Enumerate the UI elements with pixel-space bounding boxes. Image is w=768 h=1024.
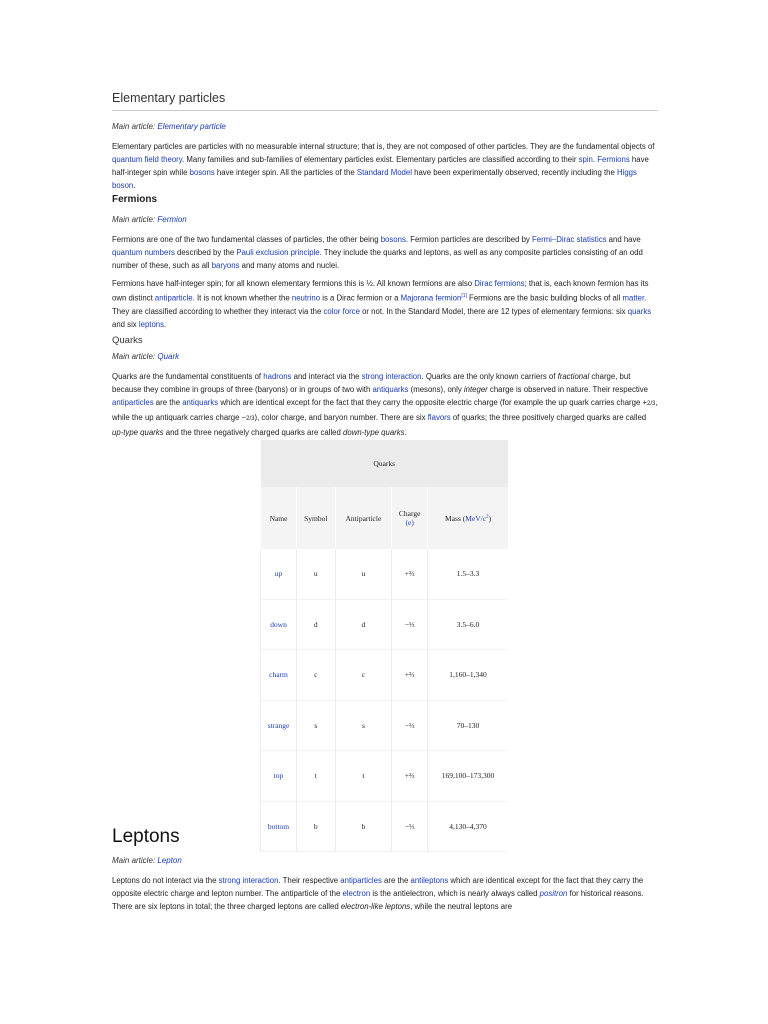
text: and interact via the — [291, 372, 362, 381]
cell-mass: 1,160–1,340 — [428, 650, 508, 701]
cell-antiparticle: c — [335, 650, 392, 701]
main-article-note — [112, 215, 658, 224]
header-mass-unit: MeV/c — [465, 513, 487, 523]
text-italic: electron-like leptons — [340, 902, 411, 911]
link-quantum-numbers[interactable]: quantum numbers — [112, 248, 175, 257]
text-italic: fractional — [557, 372, 590, 381]
table-caption: Quarks — [261, 440, 509, 487]
link-bosons[interactable]: bosons — [189, 168, 215, 177]
link-lepton[interactable]: Lepton — [157, 856, 182, 865]
text-italic: down-type quarks — [343, 428, 405, 437]
cell-antiparticle: d — [335, 599, 392, 650]
text: described by the — [174, 248, 237, 257]
text: . All known fermions are also — [372, 279, 475, 288]
text: which are identical except for the fact that they carry the opposite electric charge (for example the up quark carries charge + — [218, 398, 648, 407]
link-positron[interactable]: positron — [539, 889, 568, 898]
text: and six — [112, 319, 139, 329]
cell-symbol: b — [297, 801, 335, 852]
text: Fermions are one of the two fundamental classes of particles, the other being — [112, 235, 381, 244]
link-quark-top[interactable]: top — [273, 771, 284, 781]
cell-symbol: t — [297, 751, 335, 802]
text: . — [592, 155, 598, 164]
link-baryons[interactable]: baryons — [211, 261, 240, 270]
header-mass-sup: 2 — [486, 514, 489, 519]
cell-mass: 3.5–6.0 — [428, 599, 508, 650]
paragraph-quarks — [112, 370, 658, 439]
link-quarks[interactable]: quarks — [627, 306, 652, 316]
table-row — [261, 700, 509, 751]
heading-fermions: Fermions — [112, 194, 158, 205]
text: Fermions are the basic building blocks of all — [466, 293, 623, 303]
main-article-prefix: Main article: — [112, 352, 158, 361]
link-hadrons[interactable]: hadrons — [263, 372, 292, 381]
link-quark[interactable]: Quark — [157, 352, 180, 361]
link-fermi-dirac-statistics[interactable]: Fermi–Dirac statistics — [531, 235, 607, 244]
header-symbol: Symbol — [297, 487, 335, 549]
header-mass-suffix: ) — [488, 513, 492, 523]
fraction: ½ — [366, 279, 373, 288]
main-article-note — [112, 856, 658, 865]
text: is a Dirac fermion or a — [320, 293, 401, 303]
text: charge, but because they combine in groups of three (baryons) or in groups of two with — [112, 372, 631, 394]
text: (mesons), only — [408, 385, 464, 394]
text-italic: up-type quarks — [112, 428, 164, 437]
cell-symbol: s — [297, 700, 335, 751]
fraction: 2/3 — [647, 401, 656, 407]
header-mass — [428, 487, 508, 549]
link-leptons[interactable]: leptons — [138, 319, 165, 329]
text: or not. In the Standard Model, there are 12 types of elementary fermions: six — [359, 306, 628, 316]
text: have integer spin. All the particles of the — [214, 168, 357, 177]
heading-quarks: Quarks — [112, 335, 143, 346]
cell-mass: 1.5–3.3 — [428, 549, 508, 599]
link-pauli-exclusion-principle[interactable]: Pauli exclusion principle — [236, 248, 320, 257]
cell-antiparticle: s — [335, 700, 392, 751]
cell-charge: +⅔ — [392, 549, 428, 599]
link-neutrino[interactable]: neutrino — [291, 293, 321, 303]
cell-symbol: u — [297, 549, 335, 599]
text: have been experimentally observed, recently including the — [411, 168, 617, 177]
cell-mass: 169,100–173,300 — [428, 751, 508, 802]
text: . Their respective — [278, 876, 341, 885]
header-antiparticle: Antiparticle — [335, 487, 392, 549]
link-antileptons[interactable]: antileptons — [410, 876, 449, 885]
table-row — [261, 599, 509, 650]
link-quark-charm[interactable]: charm — [269, 670, 288, 680]
heading-leptons: Leptons — [112, 826, 180, 847]
text: are the — [153, 398, 183, 407]
link-elementary-particle[interactable]: Elementary particle — [157, 122, 226, 131]
header-mass-prefix: Mass ( — [445, 513, 466, 523]
header-charge — [392, 487, 428, 549]
link-antiquarks[interactable]: antiquarks — [372, 385, 409, 394]
cell-charge: −⅓ — [392, 599, 428, 650]
text: is the antielectron, which is nearly always called — [370, 889, 540, 898]
text: ), color charge, and baryon number. There are six — [254, 413, 428, 422]
link-strong-interaction[interactable]: strong interaction — [361, 372, 422, 381]
link-standard-model[interactable]: Standard Model — [356, 168, 412, 177]
link-antiparticles[interactable]: antiparticles — [340, 876, 382, 885]
text: . — [164, 319, 167, 329]
link-quark-down[interactable]: down — [270, 619, 287, 629]
fraction: 2/3 — [246, 416, 255, 422]
link-quark-strange[interactable]: strange — [267, 720, 290, 730]
cell-antiparticle: t — [335, 751, 392, 802]
text: , while the neutral leptons are — [410, 902, 513, 911]
text: Quarks are the fundamental constituents of — [112, 372, 264, 381]
text: , while the up antiquark carries charge − — [112, 398, 658, 422]
main-article-note — [112, 352, 658, 361]
table-header-row — [261, 487, 509, 549]
link-matter[interactable]: matter — [622, 293, 645, 303]
text: Fermions have half-integer spin; for all known elementary fermions this is — [112, 279, 367, 288]
cell-charge: −⅓ — [392, 700, 428, 751]
table-row — [261, 650, 509, 701]
text: of quarks; the three positively charged quarks are called — [450, 413, 647, 422]
cell-antiparticle: b — [335, 801, 392, 852]
link-spin[interactable]: spin — [578, 155, 593, 164]
link-flavors[interactable]: flavors — [427, 413, 451, 422]
text: . They are classified according to whether they interact via the — [112, 293, 647, 316]
reference-1[interactable]: [1] — [461, 293, 467, 299]
link-mev-c2[interactable] — [465, 514, 488, 523]
text: and many atoms and nuclei. — [239, 261, 340, 270]
text: charge is observed in nature. Their respective — [487, 385, 648, 394]
text: . They include the quarks and leptons, as well as any composite particles consisting of an odd number of these, such as all — [112, 248, 643, 270]
link-bosons[interactable]: bosons — [380, 235, 406, 244]
cell-mass: 70–130 — [428, 700, 508, 751]
cell-symbol: c — [297, 650, 335, 701]
link-quark-bottom[interactable]: bottom — [267, 821, 290, 831]
link-fermions[interactable]: Fermions — [597, 155, 630, 164]
link-antiparticles[interactable]: antiparticles — [112, 398, 154, 407]
cell-charge: −⅓ — [392, 801, 428, 852]
link-electron[interactable]: electron — [342, 889, 371, 898]
text: which are identical except for the fact that they carry the opposite electric charge and lepton number. The antiparticle of the — [112, 876, 644, 898]
link-majorana-fermion[interactable]: Majorana fermion — [400, 293, 462, 303]
paragraph-elementary — [112, 140, 658, 192]
table-row — [261, 751, 509, 802]
quarks-table — [260, 440, 508, 852]
section-heading-elementary-particles: Elementary particles — [112, 91, 658, 111]
link-quantum-field-theory[interactable]: quantum field theory — [112, 155, 183, 164]
text: and have — [606, 235, 641, 244]
text: are the — [381, 876, 411, 885]
main-article-prefix: Main article: — [112, 122, 158, 131]
paragraph-fermions-2 — [112, 277, 658, 331]
text: . It is not known whether the — [192, 293, 292, 303]
cell-charge: +⅔ — [392, 751, 428, 802]
cell-antiparticle: u — [335, 549, 392, 599]
text: and the three negatively charged quarks are called — [163, 428, 344, 437]
main-article-prefix: Main article: — [112, 856, 158, 865]
cell-charge: +⅔ — [392, 650, 428, 701]
text: . Fermion particles are described by — [405, 235, 532, 244]
table-row — [261, 801, 509, 852]
text: . Many families and sub-families of elementary particles exist. Elementary particles are classified according to their — [182, 155, 579, 164]
header-name: Name — [261, 487, 297, 549]
link-antiparticle[interactable]: antiparticle — [154, 293, 193, 303]
text: for historical reasons. There are six leptons in total; the three charged leptons are called — [112, 889, 644, 911]
text: ; that is, each known fermion has its own distinct — [112, 279, 649, 303]
paragraph-fermions-1 — [112, 233, 658, 272]
link-elementary-charge[interactable]: (e) — [405, 518, 414, 527]
main-article-note — [112, 122, 658, 131]
link-fermion[interactable]: Fermion — [157, 215, 187, 224]
text: . — [133, 181, 136, 190]
link-color-force[interactable]: color force — [323, 306, 360, 316]
text: . — [404, 428, 407, 437]
table-row — [261, 549, 509, 599]
text: . Quarks are the only known carriers of — [421, 372, 558, 381]
link-higgs-boson[interactable]: Higgs boson — [112, 168, 637, 190]
cell-symbol: d — [297, 599, 335, 650]
text: Leptons do not interact via the — [112, 876, 219, 885]
link-quark-up[interactable]: up — [274, 569, 283, 579]
header-charge-label: Charge — [398, 509, 421, 518]
cell-mass: 4,130–4,370 — [428, 801, 508, 852]
text-italic: integer — [463, 385, 488, 394]
link-strong-interaction[interactable]: strong interaction — [218, 876, 279, 885]
main-article-prefix: Main article: — [112, 215, 158, 224]
link-antiquarks[interactable]: antiquarks — [182, 398, 219, 407]
text: have half-integer spin while — [112, 155, 649, 177]
link-dirac-fermions[interactable]: Dirac fermions — [474, 279, 525, 288]
paragraph-leptons — [112, 874, 658, 913]
text: Elementary particles are particles with no measurable internal structure; that is, they are not composed of other particles. They are the fundamental objects of — [112, 142, 655, 151]
